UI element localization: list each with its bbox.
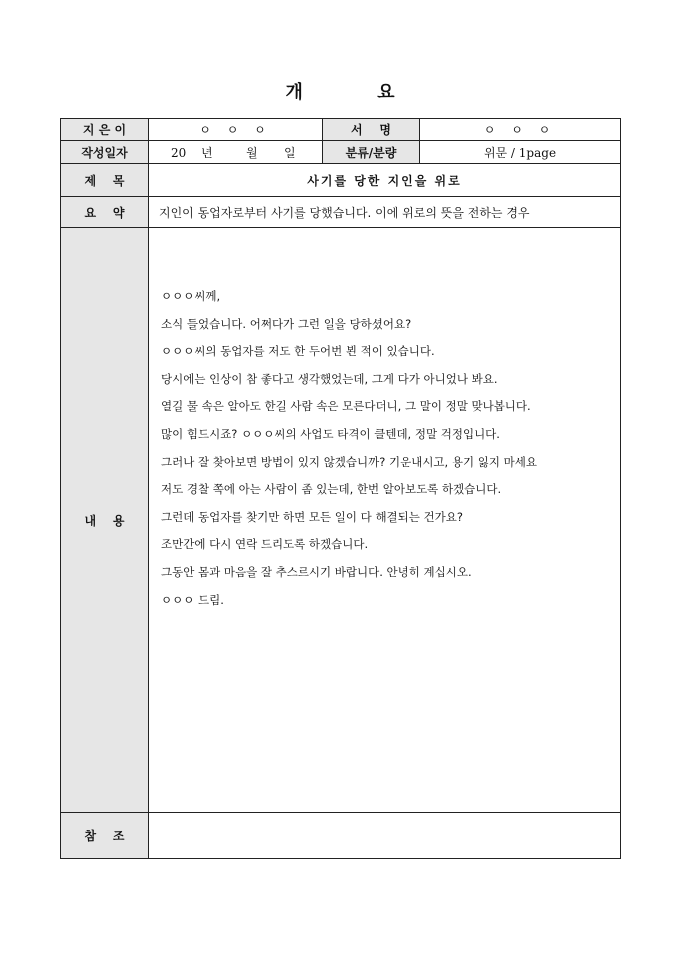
row-subject xyxy=(61,164,621,197)
row-sender xyxy=(61,119,621,141)
date-month-unit: 월 xyxy=(246,145,258,160)
letter-line: 소식 들었습니다. 어쩌다가 그런 일을 당하셨어요? xyxy=(161,316,412,331)
signature-value: ㅇ ㅇ ㅇ xyxy=(420,119,621,141)
letter-line: 그런데 동업자를 찾기만 하면 모든 일이 다 해결되는 건가요? xyxy=(161,509,463,524)
letter-line: ㅇㅇㅇ씨께, xyxy=(161,289,221,303)
letter-line: 저도 경찰 쪽에 아는 사람이 좀 있는데, 한번 알아보도록 하겠습니다. xyxy=(161,482,502,497)
overview-form-table xyxy=(60,118,621,859)
date-year: 20 xyxy=(171,145,187,160)
row-date xyxy=(61,141,621,164)
signature-label: 서 명 xyxy=(323,119,420,141)
content-label: 내 용 xyxy=(61,228,149,813)
row-summary xyxy=(61,197,621,228)
date-value xyxy=(149,141,323,164)
sender-label: 지 은 이 xyxy=(61,119,149,141)
category-label: 분류/분량 xyxy=(323,141,420,164)
reference-label: 참 조 xyxy=(61,813,149,859)
subject-label: 제 목 xyxy=(61,164,149,197)
row-reference xyxy=(61,813,621,859)
row-content xyxy=(61,228,621,813)
subject-value: 사기를 당한 지인을 위로 xyxy=(149,164,621,197)
date-label: 작성일자 xyxy=(61,141,149,164)
letter-line: 그러나 잘 찾아보면 방법이 있지 않겠습니까? 기운내시고, 용기 잃지 마세요 xyxy=(161,454,537,469)
letter-line: 조만간에 다시 연락 드리도록 하겠습니다. xyxy=(161,537,369,552)
sender-value: ㅇ ㅇ ㅇ xyxy=(149,119,323,141)
content-body xyxy=(149,228,621,813)
date-day-unit: 일 xyxy=(284,145,296,160)
date-year-unit: 년 xyxy=(201,145,213,160)
page-title: 개 요 xyxy=(285,82,429,103)
letter-line: 많이 힘드시죠? ㅇㅇㅇ씨의 사업도 타격이 클텐데, 정말 걱정입니다. xyxy=(161,426,500,441)
reference-value xyxy=(149,813,621,859)
summary-label: 요 약 xyxy=(61,197,149,228)
letter-line: 당시에는 인상이 참 좋다고 생각했었는데, 그게 다가 아니었나 봐요. xyxy=(161,371,498,386)
letter-line: 그동안 몸과 마음을 잘 추스르시기 바랍니다. 안녕히 계십시오. xyxy=(161,564,472,579)
summary-value: 지인이 동업자로부터 사기를 당했습니다. 이에 위로의 뜻을 전하는 경우 xyxy=(149,197,621,228)
letter-line: 열길 물 속은 알아도 한길 사람 속은 모른다더니, 그 말이 정말 맞나봅니다. xyxy=(161,399,531,414)
letter-line: ㅇㅇㅇ 드림. xyxy=(161,592,224,607)
letter-line: ㅇㅇㅇ씨의 동업자를 저도 한 두어번 뵌 적이 있습니다. xyxy=(161,344,435,359)
category-value: 위문 / 1page xyxy=(420,141,621,164)
